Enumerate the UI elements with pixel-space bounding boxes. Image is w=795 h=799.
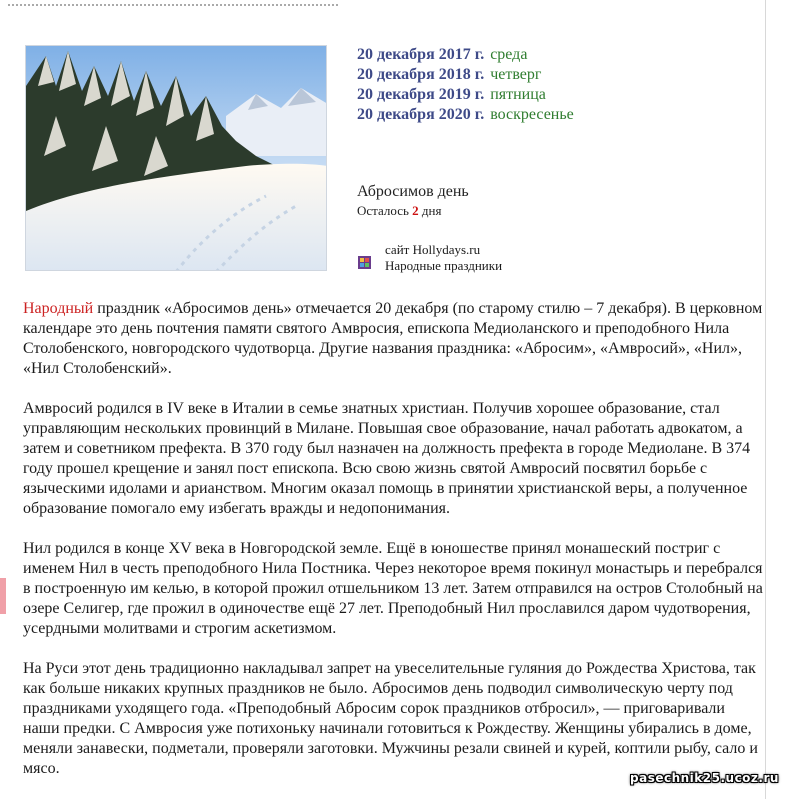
article-body [23,299,763,799]
folk-holiday-link[interactable]: Народный [23,300,94,317]
date-value: 20 декабря 2020 г. [357,106,485,123]
site-name[interactable]: сайт Hollydays.ru [385,242,481,257]
remaining-count: 2 [412,203,419,218]
holiday-calendar-icon [358,256,371,269]
date-value: 20 декабря 2018 г. [357,66,485,83]
remaining-suffix: дня [421,203,442,218]
site-link[interactable] [358,242,502,274]
date-row [357,85,574,105]
date-row [357,45,574,65]
holiday-name: Абросимов день [357,183,469,200]
weekday-value: среда [490,46,528,63]
weekday-value: четверг [490,66,542,83]
date-value: 20 декабря 2019 г. [357,86,485,103]
date-row [357,105,574,125]
site-watermark: pasechnik25.ucoz.ru [630,771,779,785]
weekday-value: пятница [490,86,546,103]
days-remaining [357,203,441,219]
site-section[interactable]: Народные праздники [385,258,503,273]
date-value: 20 декабря 2017 г. [357,46,485,63]
date-row [357,65,574,85]
article-paragraph: На Руси этот день традиционно накладывал запрет на увеселительные гуляния до Рождества Христова, так как больше никаких крупных праздников не было. Абросимов день подводил символическую черту под праздниками уходящего года. «Преподобный Абросим сорок праздников отбросил», — приговаривали наши предки. С Амвросия уже потихоньку начинали готовиться к Рождеству. Женщины убирались в доме, меняли занавески, подметали, проверяли заготовки. Мужчины резали свиней и курей, коптили рыбу, сало и мясо. [23,660,758,777]
date-list [357,45,574,125]
article-paragraph: Амвросий родился в IV веке в Италии в семье знатных христиан. Получив хорошее образование, стал управляющим нескольких провинций в Милане. Повышая свое образование, начал работать адвокатом, а затем и советником префекта. В 370 году был назначен на должность префекта в городе Медиолане. В 374 году прошел крещение и занял пост епископа. Всю свою жизнь святой Амвросий посвятил борьбе с языческими идолами и арианством. Многим оказал помощь в принятии христианской веры, а полученное образование помогало ему избегать вражды и недопонимания. [23,400,751,517]
weekday-value: воскресенье [490,106,574,123]
side-marker [0,578,6,614]
cropped-text-line [8,0,338,6]
article-paragraph: Нил родился в конце XV века в Новгородской земле. Ещё в юношестве принял монашеский постриг с именем Нил в честь преподобного Нила Постника. Через некоторое время покинул монастырь и перебрался в построенную им келью, в которой прожил отшельником 13 лет. Затем отправился на остров Столобный на озере Селигер, где прожил в одиночестве ещё 27 лет. Преподобный Нил прославился даром чудотворения, усердными молитвами и строгим аскетизмом. [23,540,763,637]
article-paragraph [23,299,763,379]
winter-forest-photo [25,45,327,271]
remaining-prefix: Осталось [357,203,409,218]
paragraph-text: праздник «Абросимов день» отмечается 20 декабря (по старому стилю – 7 декабря). В церковном календаре это день почтения памяти святого Амвросия, епископа Медиоланского и преподобного Нила Столобенского, новгородского чудотворца. Другие названия праздника: «Абросим», «Амвросий», «Нил», «Нил Столобенский». [23,300,763,377]
